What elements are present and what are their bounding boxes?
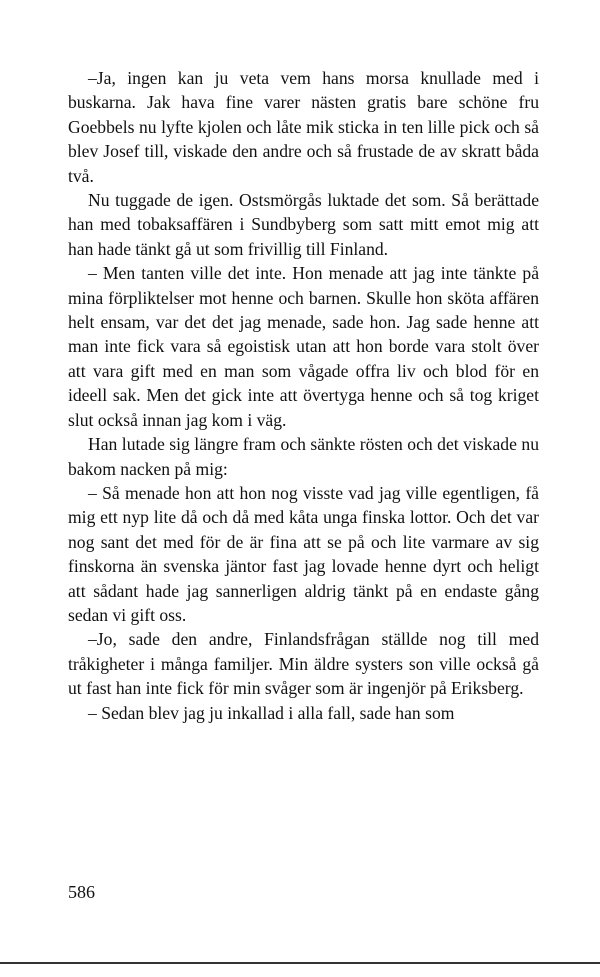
paragraph-5: – Så menade hon att hon nog visste vad jag ville egentligen, få mig ett nyp lite då och då med kåta unga finska lottor. Och det var nog sant det med för de är fina att se på och lite varmare av sig finskorna än svenska jäntor fast jag lovade henne dyrt och heligt att sådant hade jag sannerligen aldrig tänkt på en endaste gång sedan vi gift oss. bbox=[68, 482, 539, 625]
body-text bbox=[68, 66, 539, 725]
paragraph-2: Nu tuggade de igen. Ostsmörgås luktade det som. Så berättade han med tobaksaffären i Sundbyberg som satt mitt emot mig att han hade tänkt gå ut som frivillig till Finland. bbox=[68, 190, 539, 259]
paragraph-1: –Ja, ingen kan ju veta vem hans morsa knullade med i buskarna. Jak hava fine varer nästen gratis bare schöne fru Goebbels nu lyfte kjolen och låte mik sticka in ten lille pick och så blev Josef till, viskade den andre och så frustade de av skratt båda två. bbox=[68, 68, 539, 186]
paragraph-7: – Sedan blev jag ju inkallad i alla fall, sade han som bbox=[88, 702, 455, 723]
bottom-edge-rule bbox=[0, 962, 600, 964]
paragraph-4: Han lutade sig längre fram och sänkte rösten och det viskade nu bakom nacken på mig: bbox=[68, 434, 539, 479]
paragraph-3: – Men tanten ville det inte. Hon menade att jag inte tänkte på mina förpliktelser mot henne och barnen. Skulle hon sköta affären helt ensam, var det det jag menade, sade hon. Jag sade henne att man inte fick vara så egoistisk utan att hon borde vara stolt över att vara gift med en man som vågade offra liv och blod för en ideell sak. Men det gick inte att övertyga henne och så tog kriget slut också innan jag kom i väg. bbox=[68, 263, 539, 430]
paragraph-6: –Jo, sade den andre, Finlandsfrågan ställde nog till med tråkigheter i många familjer. Min äldre systers son ville också gå ut fast han inte fick för min svåger som är ingenjör på Eriksberg. bbox=[68, 629, 539, 699]
page-number: 586 bbox=[68, 882, 95, 902]
